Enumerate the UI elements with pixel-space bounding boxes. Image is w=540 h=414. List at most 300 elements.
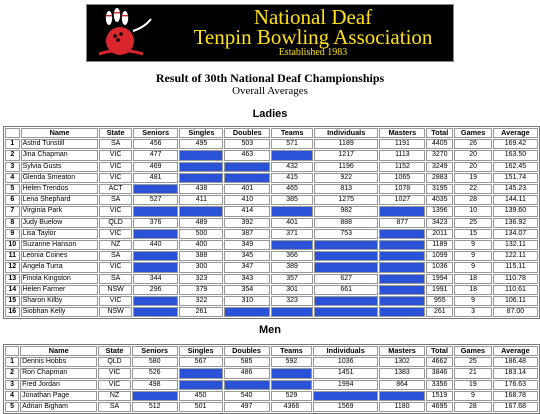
score-cell: 25 <box>454 218 492 228</box>
banner-title-line1: National Deaf <box>253 5 373 29</box>
score-cell: 115.11 <box>493 262 538 272</box>
score-cell: 20 <box>454 150 492 160</box>
score-cell <box>179 173 223 183</box>
score-cell: 888 <box>314 218 379 228</box>
score-cell: 1180 <box>379 402 425 412</box>
score-cell: 4695 <box>426 402 453 412</box>
score-cell: 163.50 <box>493 150 538 160</box>
bowler-name-cell: Finola Kingston <box>21 274 99 284</box>
score-cell: 1152 <box>379 162 425 172</box>
column-header: Teams <box>271 346 313 356</box>
score-cell: 450 <box>179 391 223 401</box>
score-cell: 310 <box>224 296 270 306</box>
score-cell: 25 <box>454 357 492 367</box>
score-cell <box>314 251 379 261</box>
bowler-name-cell: Helen Trendos <box>21 184 99 194</box>
score-cell: 87.00 <box>493 307 538 317</box>
table-row <box>5 368 538 378</box>
score-cell: 489 <box>179 218 223 228</box>
score-cell <box>133 206 179 216</box>
score-cell: 415 <box>271 173 313 183</box>
score-cell: NSW <box>99 285 131 295</box>
column-header: Masters <box>379 128 425 138</box>
table-row <box>5 251 538 261</box>
table-row <box>5 307 538 317</box>
score-cell: 379 <box>179 285 223 295</box>
column-header <box>5 346 19 356</box>
score-cell: 3249 <box>426 162 453 172</box>
score-cell: 465 <box>271 184 313 194</box>
score-cell: 388 <box>179 251 223 261</box>
table-row <box>5 206 538 216</box>
ladies-results-table <box>3 126 540 319</box>
score-cell: 4405 <box>426 139 453 149</box>
table-row <box>5 285 538 295</box>
score-cell: 411 <box>179 195 223 205</box>
rank-cell: 6 <box>5 195 20 205</box>
score-cell: 145.23 <box>493 184 538 194</box>
score-cell: VIC <box>99 206 131 216</box>
column-header: Games <box>454 346 492 356</box>
table-row <box>5 402 538 412</box>
rank-cell: 5 <box>5 402 19 412</box>
score-cell: SA <box>98 402 130 412</box>
score-cell <box>271 368 313 378</box>
bowler-name-cell: Glenda Smeaton <box>21 173 99 183</box>
score-cell: VIC <box>99 173 131 183</box>
bowler-name-cell: Adrian Bigham <box>20 402 97 412</box>
table-row <box>5 296 538 306</box>
table-row <box>5 218 538 228</box>
column-header: Average <box>493 346 538 356</box>
score-cell <box>314 240 379 250</box>
table-row <box>5 195 538 205</box>
score-cell: 401 <box>224 184 270 194</box>
score-cell: NSW <box>99 307 131 317</box>
column-header: Total <box>426 346 453 356</box>
table-row <box>5 391 538 401</box>
bowler-name-cell: Sylvia Gusts <box>21 162 99 172</box>
men-results-table <box>3 344 540 414</box>
score-cell <box>133 307 179 317</box>
rank-cell: 5 <box>5 184 20 194</box>
rank-cell: 4 <box>5 173 20 183</box>
score-cell: 400 <box>179 240 223 250</box>
score-cell <box>179 368 223 378</box>
score-cell: 592 <box>271 357 313 367</box>
column-header: Average <box>493 128 538 138</box>
section-heading-ladies: Ladies <box>252 108 288 120</box>
score-cell: 1451 <box>313 368 378 378</box>
score-cell: 1519 <box>426 391 453 401</box>
score-cell: 1396 <box>426 206 453 216</box>
bowler-name-cell: Dennis Hobbs <box>20 357 97 367</box>
score-cell: 661 <box>314 285 379 295</box>
score-cell: 22 <box>454 184 492 194</box>
score-cell: 477 <box>133 150 179 160</box>
score-cell: 440 <box>133 240 179 250</box>
rank-cell: 15 <box>5 296 20 306</box>
score-cell <box>379 296 425 306</box>
rank-cell: 8 <box>5 218 20 228</box>
score-cell: 1569 <box>313 402 378 412</box>
score-cell: 347 <box>224 262 270 272</box>
score-cell: 134.07 <box>493 229 538 239</box>
column-header: Individuals <box>314 128 379 138</box>
score-cell: 501 <box>179 402 223 412</box>
page-subtitle: Overall Averages <box>232 85 308 97</box>
score-cell: 922 <box>314 173 379 183</box>
score-cell: 376 <box>133 218 179 228</box>
bowler-name-cell: Angela Turra <box>21 262 99 272</box>
score-cell: 529 <box>271 391 313 401</box>
rank-cell: 4 <box>5 391 19 401</box>
score-cell: 343 <box>224 274 270 284</box>
score-cell: 261 <box>179 307 223 317</box>
bowling-logo-icon <box>93 7 155 61</box>
score-cell: VIC <box>99 150 131 160</box>
score-cell: 1113 <box>379 150 425 160</box>
score-cell <box>379 391 425 401</box>
score-cell: 387 <box>224 229 270 239</box>
score-cell <box>179 150 223 160</box>
score-cell: 26 <box>454 139 492 149</box>
score-cell: 567 <box>179 357 223 367</box>
score-cell: 9 <box>454 391 492 401</box>
score-cell: 1991 <box>426 285 453 295</box>
rank-cell: 13 <box>5 274 20 284</box>
score-cell: 144.11 <box>493 195 538 205</box>
column-header: Total <box>426 128 453 138</box>
rank-cell: 9 <box>5 229 20 239</box>
score-cell <box>314 262 379 272</box>
score-cell: 28 <box>454 195 492 205</box>
score-cell <box>379 274 425 284</box>
table-row <box>5 274 538 284</box>
score-cell: 982 <box>314 206 379 216</box>
table-row <box>5 229 538 239</box>
score-cell: 4662 <box>426 357 453 367</box>
score-cell <box>313 391 378 401</box>
score-cell: 151.74 <box>493 173 538 183</box>
score-cell: 122.11 <box>493 251 538 261</box>
score-cell <box>314 307 379 317</box>
rank-cell: 1 <box>5 357 19 367</box>
bowler-name-cell: Jina Chapman <box>21 150 99 160</box>
score-cell: 469 <box>133 162 179 172</box>
score-cell: 322 <box>179 296 223 306</box>
score-cell: 132.11 <box>493 240 538 250</box>
score-cell: 527 <box>133 195 179 205</box>
score-cell: 136.92 <box>493 218 538 228</box>
column-header: Singles <box>179 128 223 138</box>
page-title: Result of 30th National Deaf Championships <box>155 71 385 85</box>
score-cell <box>271 240 313 250</box>
score-cell: 110.61 <box>493 285 538 295</box>
rank-cell: 3 <box>5 380 19 390</box>
score-cell: 864 <box>379 380 425 390</box>
score-cell: 526 <box>132 368 178 378</box>
score-cell: 1189 <box>426 240 453 250</box>
score-cell: 463 <box>224 150 270 160</box>
score-cell: 585 <box>224 357 270 367</box>
score-cell: 500 <box>179 229 223 239</box>
score-cell: VIC <box>99 262 131 272</box>
score-cell: 9 <box>454 262 492 272</box>
bowler-name-cell: Ron Chapman <box>20 368 97 378</box>
score-cell: 139.60 <box>493 206 538 216</box>
table-header-row <box>5 128 538 138</box>
score-cell: 344 <box>133 274 179 284</box>
rank-cell: 11 <box>5 251 20 261</box>
score-cell <box>133 229 179 239</box>
score-cell: SA <box>99 251 131 261</box>
score-cell: 10 <box>454 206 492 216</box>
score-cell: 3423 <box>426 218 453 228</box>
bowler-name-cell: Siobhan Kelly <box>21 307 99 317</box>
column-header: Name <box>21 128 99 138</box>
score-cell <box>379 206 425 216</box>
score-cell: 296 <box>133 285 179 295</box>
score-cell <box>224 307 270 317</box>
score-cell <box>379 262 425 272</box>
score-cell <box>379 251 425 261</box>
column-header: Games <box>454 128 492 138</box>
score-cell: 3356 <box>426 380 453 390</box>
score-cell: ACT <box>99 184 131 194</box>
bowler-name-cell: Suzanne Hanson <box>21 240 99 250</box>
score-cell: 540 <box>224 391 270 401</box>
score-cell: 162.45 <box>493 162 538 172</box>
score-cell: 392 <box>224 218 270 228</box>
score-cell <box>379 229 425 239</box>
bowler-name-cell: Sharon Kilby <box>21 296 99 306</box>
score-cell: 4366 <box>271 402 313 412</box>
banner-established: Established 1983 <box>278 47 348 58</box>
score-cell: QLD <box>98 357 130 367</box>
score-cell: 481 <box>133 173 179 183</box>
score-cell: 18 <box>454 274 492 284</box>
bowler-name-cell: Astrid Tunstill <box>21 139 99 149</box>
bowler-name-cell: Leonia Coines <box>21 251 99 261</box>
score-cell <box>271 380 313 390</box>
score-cell: 1994 <box>426 274 453 284</box>
score-cell: 512 <box>132 402 178 412</box>
score-cell: 1275 <box>314 195 379 205</box>
score-cell: 1027 <box>379 195 425 205</box>
score-cell: 456 <box>133 139 179 149</box>
score-cell <box>224 162 270 172</box>
score-cell: 2011 <box>426 229 453 239</box>
score-cell: 19 <box>454 380 492 390</box>
score-cell: 354 <box>224 285 270 295</box>
banner-title-line2: Tenpin Bowling Association <box>193 25 433 49</box>
score-cell: 438 <box>179 184 223 194</box>
score-cell: 1099 <box>426 251 453 261</box>
score-cell: 183.14 <box>493 368 538 378</box>
rank-cell: 12 <box>5 262 20 272</box>
score-cell: 1191 <box>379 139 425 149</box>
score-cell <box>179 162 223 172</box>
score-cell: NZ <box>99 240 131 250</box>
score-cell: 1078 <box>379 184 425 194</box>
score-cell: 503 <box>224 139 270 149</box>
score-cell: 110.78 <box>493 274 538 284</box>
score-cell: SA <box>99 139 131 149</box>
score-cell: 1189 <box>314 139 379 149</box>
score-cell: 106.11 <box>493 296 538 306</box>
score-cell: 176.63 <box>493 380 538 390</box>
score-cell: 9 <box>454 240 492 250</box>
table-row <box>5 262 538 272</box>
column-header: Singles <box>179 346 223 356</box>
rank-cell: 2 <box>5 150 20 160</box>
bowler-name-cell: Virginia Park <box>21 206 99 216</box>
score-cell: SA <box>99 274 131 284</box>
score-cell: VIC <box>99 229 131 239</box>
column-header: Name <box>20 346 97 356</box>
bowler-name-cell: Judy Buelow <box>21 218 99 228</box>
score-cell <box>271 150 313 160</box>
score-cell: 28 <box>454 402 492 412</box>
score-cell: 3195 <box>426 184 453 194</box>
score-cell: VIC <box>99 296 131 306</box>
score-cell: 432 <box>271 162 313 172</box>
column-header: Seniors <box>132 346 178 356</box>
score-cell <box>271 307 313 317</box>
score-cell: 410 <box>224 195 270 205</box>
bowler-name-cell: Lena Shephard <box>21 195 99 205</box>
score-cell: 15 <box>454 229 492 239</box>
score-cell <box>314 296 379 306</box>
score-cell: 323 <box>179 274 223 284</box>
score-cell: 9 <box>454 251 492 261</box>
score-cell: 345 <box>224 251 270 261</box>
score-cell: 301 <box>271 285 313 295</box>
score-cell: 1065 <box>379 173 425 183</box>
score-cell <box>271 206 313 216</box>
score-cell: 357 <box>271 274 313 284</box>
score-cell: 497 <box>224 402 270 412</box>
score-cell: 169.42 <box>493 139 538 149</box>
bowler-name-cell: Lisa Taylor <box>21 229 99 239</box>
score-cell: 1994 <box>313 380 378 390</box>
column-header: Masters <box>379 346 425 356</box>
score-cell: 401 <box>271 218 313 228</box>
rank-cell: 10 <box>5 240 20 250</box>
score-cell: 486 <box>224 368 270 378</box>
score-cell: 955 <box>426 296 453 306</box>
score-cell: 1217 <box>314 150 379 160</box>
score-cell: 389 <box>271 262 313 272</box>
score-cell: VIC <box>98 368 130 378</box>
score-cell: 168.78 <box>493 391 538 401</box>
score-cell: 1383 <box>379 368 425 378</box>
bowler-name-cell: Fred Jordan <box>20 380 97 390</box>
score-cell: SA <box>99 195 131 205</box>
table-header-row <box>5 346 538 356</box>
rank-cell: 7 <box>5 206 20 216</box>
score-cell: 18 <box>454 285 492 295</box>
column-header: Doubles <box>224 128 270 138</box>
score-cell <box>224 380 270 390</box>
score-cell: 186.48 <box>493 357 538 367</box>
table-row <box>5 139 538 149</box>
rank-cell: 14 <box>5 285 20 295</box>
score-cell <box>379 285 425 295</box>
score-cell: 366 <box>271 251 313 261</box>
rank-cell: 1 <box>5 139 20 149</box>
column-header: State <box>99 128 131 138</box>
score-cell: QLD <box>99 218 131 228</box>
score-cell <box>224 173 270 183</box>
score-cell: 19 <box>454 173 492 183</box>
score-cell <box>133 262 179 272</box>
score-cell: 753 <box>314 229 379 239</box>
score-cell: 571 <box>271 139 313 149</box>
column-header <box>5 128 20 138</box>
score-cell: 3 <box>454 307 492 317</box>
score-cell: 261 <box>426 307 453 317</box>
score-cell <box>133 184 179 194</box>
table-row <box>5 240 538 250</box>
table-row <box>5 150 538 160</box>
score-cell: 1036 <box>426 262 453 272</box>
score-cell <box>379 307 425 317</box>
score-cell: 385 <box>271 195 313 205</box>
rank-cell: 16 <box>5 307 20 317</box>
table-row <box>5 357 538 367</box>
score-cell: 371 <box>271 229 313 239</box>
score-cell: 813 <box>314 184 379 194</box>
score-cell: 4035 <box>426 195 453 205</box>
score-cell: 877 <box>379 218 425 228</box>
score-cell: NZ <box>98 391 130 401</box>
score-cell: 498 <box>132 380 178 390</box>
score-cell: 3846 <box>426 368 453 378</box>
table-row <box>5 162 538 172</box>
association-banner <box>86 4 454 62</box>
score-cell: 3270 <box>426 150 453 160</box>
section-heading-men: Men <box>259 324 281 336</box>
bowler-name-cell: Jonathan Page <box>20 391 97 401</box>
bowler-name-cell: Helen Farmer <box>21 285 99 295</box>
score-cell: 1036 <box>313 357 378 367</box>
column-header: Seniors <box>133 128 179 138</box>
score-cell: 2883 <box>426 173 453 183</box>
column-header: Individuals <box>313 346 378 356</box>
score-cell: 495 <box>179 139 223 149</box>
score-cell: 300 <box>179 262 223 272</box>
score-cell <box>133 296 179 306</box>
column-header: Teams <box>271 128 313 138</box>
score-cell <box>133 251 179 261</box>
score-cell <box>179 380 223 390</box>
table-row <box>5 173 538 183</box>
rank-cell: 2 <box>5 368 19 378</box>
score-cell: VIC <box>98 380 130 390</box>
score-cell: 1196 <box>314 162 379 172</box>
score-cell: 20 <box>454 162 492 172</box>
column-header: State <box>98 346 130 356</box>
score-cell: VIC <box>99 162 131 172</box>
score-cell <box>379 240 425 250</box>
table-row <box>5 380 538 390</box>
score-cell <box>132 391 178 401</box>
score-cell: 1302 <box>379 357 425 367</box>
score-cell: 323 <box>271 296 313 306</box>
score-cell: 580 <box>132 357 178 367</box>
